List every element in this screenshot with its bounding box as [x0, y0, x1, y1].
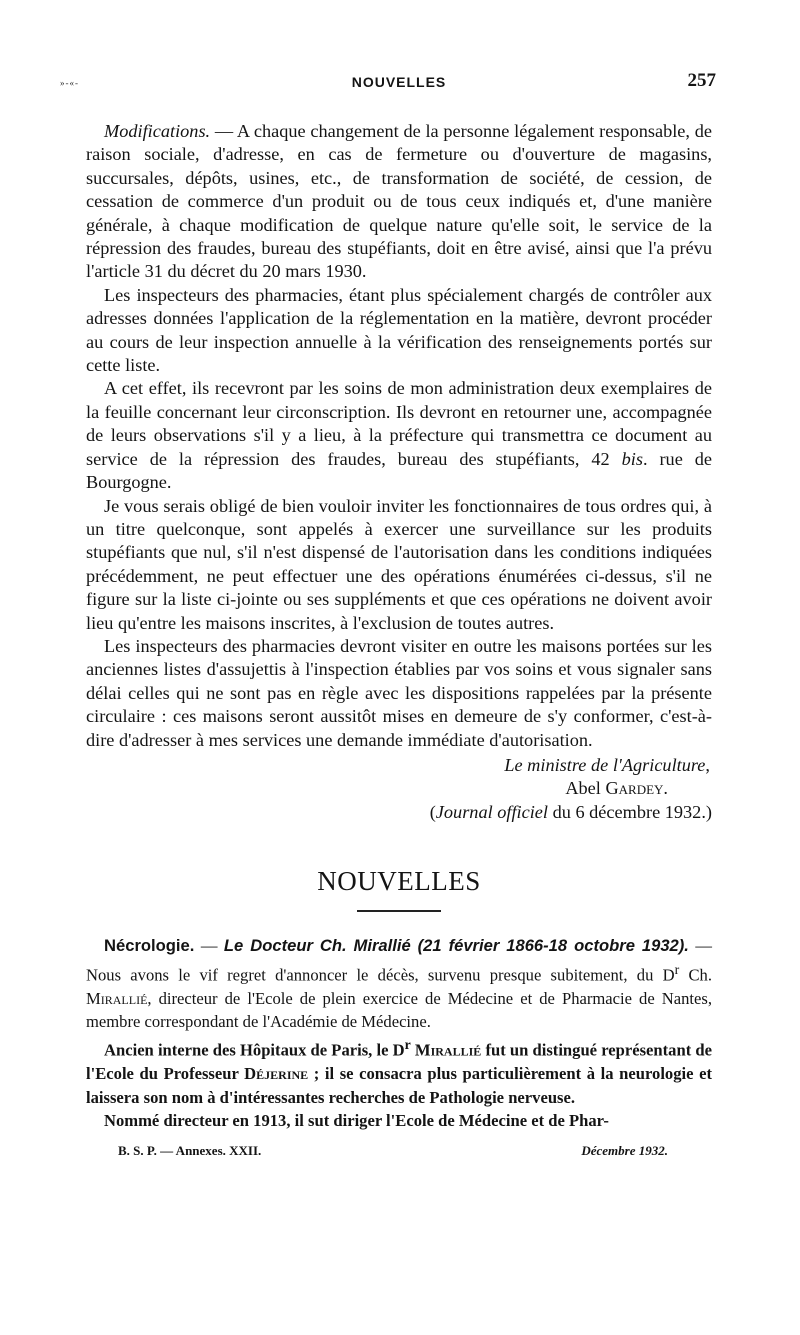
paragraph-visiter: Les inspecteurs des pharmacies devront visiter en outre les maisons portées sur les anciennes listes d'assujettis à l'inspection établies par vos soins et vous signaler sans délai celles qui ne sont pas en règle avec les dispositions rappelées par la présente circulaire : ces maisons seront aussitôt mises en demeure de s'y conformer, c'est-à-dire d'adresser à mes services une demande immédiate d'autorisation.	[86, 635, 712, 750]
circular-body	[86, 120, 712, 752]
signature-block	[86, 754, 712, 824]
footer-date: Décembre 1932.	[581, 1142, 668, 1158]
paragraph-text: — A chaque changement de la personne légalement responsable, de raison sociale, d'adresse, en cas de fermeture ou d'ouverture de magasins, succursales, dépôts, usines, etc., de transformation de société, de cession, de cessation de commerce d'un produit ou de tous ceux indiqués et, d'une manière générale, à chaque modification de quelque nature qu'elle soit, le service de la répression des fraudes, bureau des stupéfiants, doit en être avisé, ainsi que l'a prévu l'article 31 du décret du 20 mars 1930.	[86, 121, 712, 282]
header-ornament: »-«-	[60, 78, 79, 88]
paragraph-effet	[86, 377, 712, 494]
page-footer	[86, 1139, 712, 1163]
signatory-name: Abel Gardey.	[565, 778, 668, 799]
paragraph-lead: Modifications.	[104, 121, 211, 141]
necrology-subtitle: Le Docteur Ch. Mirallié (21 février 1866-18 octobre 1932).	[223, 936, 689, 956]
journal-page	[60, 66, 716, 1163]
news-body	[86, 934, 712, 1132]
source-citation: (Journal officiel du 6 décembre 1932.)	[429, 801, 712, 822]
section-divider	[357, 910, 441, 912]
director-paragraph: Nommé directeur en 1913, il sut diriger l'Ecole de Médecine et de Phar-	[104, 1111, 609, 1131]
minister-line: Le ministre de l'Agriculture,	[504, 754, 710, 775]
necrology-paragraph: Nécrologie. — Le Docteur Ch. Mirallié (21 février 1866-18 octobre 1932). — Nous avons le vif regret d'annoncer le décès, survenu presque subitement, du $D^r$ Ch. Mirallié, directeur de l'Ecole de plein exercice de Médecine et de Pharmacie de Nantes, membre correspondant de l'Académie de Médecine.	[86, 936, 712, 1031]
person-name: Mirallié	[414, 1040, 482, 1060]
bis-italic: bis	[621, 448, 643, 469]
footer-journal-ref: B. S. P. — Annexes. XXII.	[118, 1142, 262, 1158]
page-number: 257	[687, 70, 716, 91]
section-heading: NOUVELLES	[317, 866, 481, 897]
running-head	[60, 66, 716, 100]
paragraph-fonctionnaires: Je vous serais obligé de bien vouloir inviter les fonctionnaires de tous ordres qui, à un titre quelconque, sont appelés à exercer une surveillance sur les produits stupéfiants que nul, s'il n'est dispensé de l'autorisation dans les conditions indiquées précédemment, ne peut effectuer une des opérations énumérées ci-dessus, s'il ne figure sur la liste ci-jointe ou ses suppléments et que ces opérations ne doivent avoir lieu qu'entre les maisons inscrites, à l'exclusion de toutes autres.	[86, 495, 712, 633]
person-name: Mirallié	[86, 988, 148, 1008]
paragraph-modifications	[86, 120, 712, 284]
paragraph-text: A cet effet, ils recevront par les soins de mon administration deux exemplaires de la feuille concernant leur circonscription. Ils devront en retourner une, accompagnée de leurs observations s'il y a lieu, à la préfecture qui transmettra ce document au service de la répression des fraudes, bureau des stupéfiants, 42	[86, 378, 712, 469]
necrology-label: Nécrologie.	[104, 936, 195, 956]
paragraph-inspecteurs: Les inspecteurs des pharmacies, étant plus spécialement chargés de contrôler aux adresses données l'application de la réglementation en la matière, devront procéder au cours de leur inspection annuelle à la vérification des renseignements portés sur cette liste.	[86, 284, 712, 376]
professor-name: Déjerine	[244, 1064, 309, 1084]
biography-paragraph: Ancien interne des Hôpitaux de Paris, le $D^r$ Mirallié fut un distingué représentant de l'Ecole du Professeur Déjerine ; il se consacra plus particulièrement à la neurologie et laissera son nom à d'intéressantes recherches de Pathologie nerveuse.	[86, 1037, 712, 1107]
paragraph-text: . rue de Bourgogne.	[86, 448, 712, 493]
running-head-title: NOUVELLES	[351, 74, 447, 90]
